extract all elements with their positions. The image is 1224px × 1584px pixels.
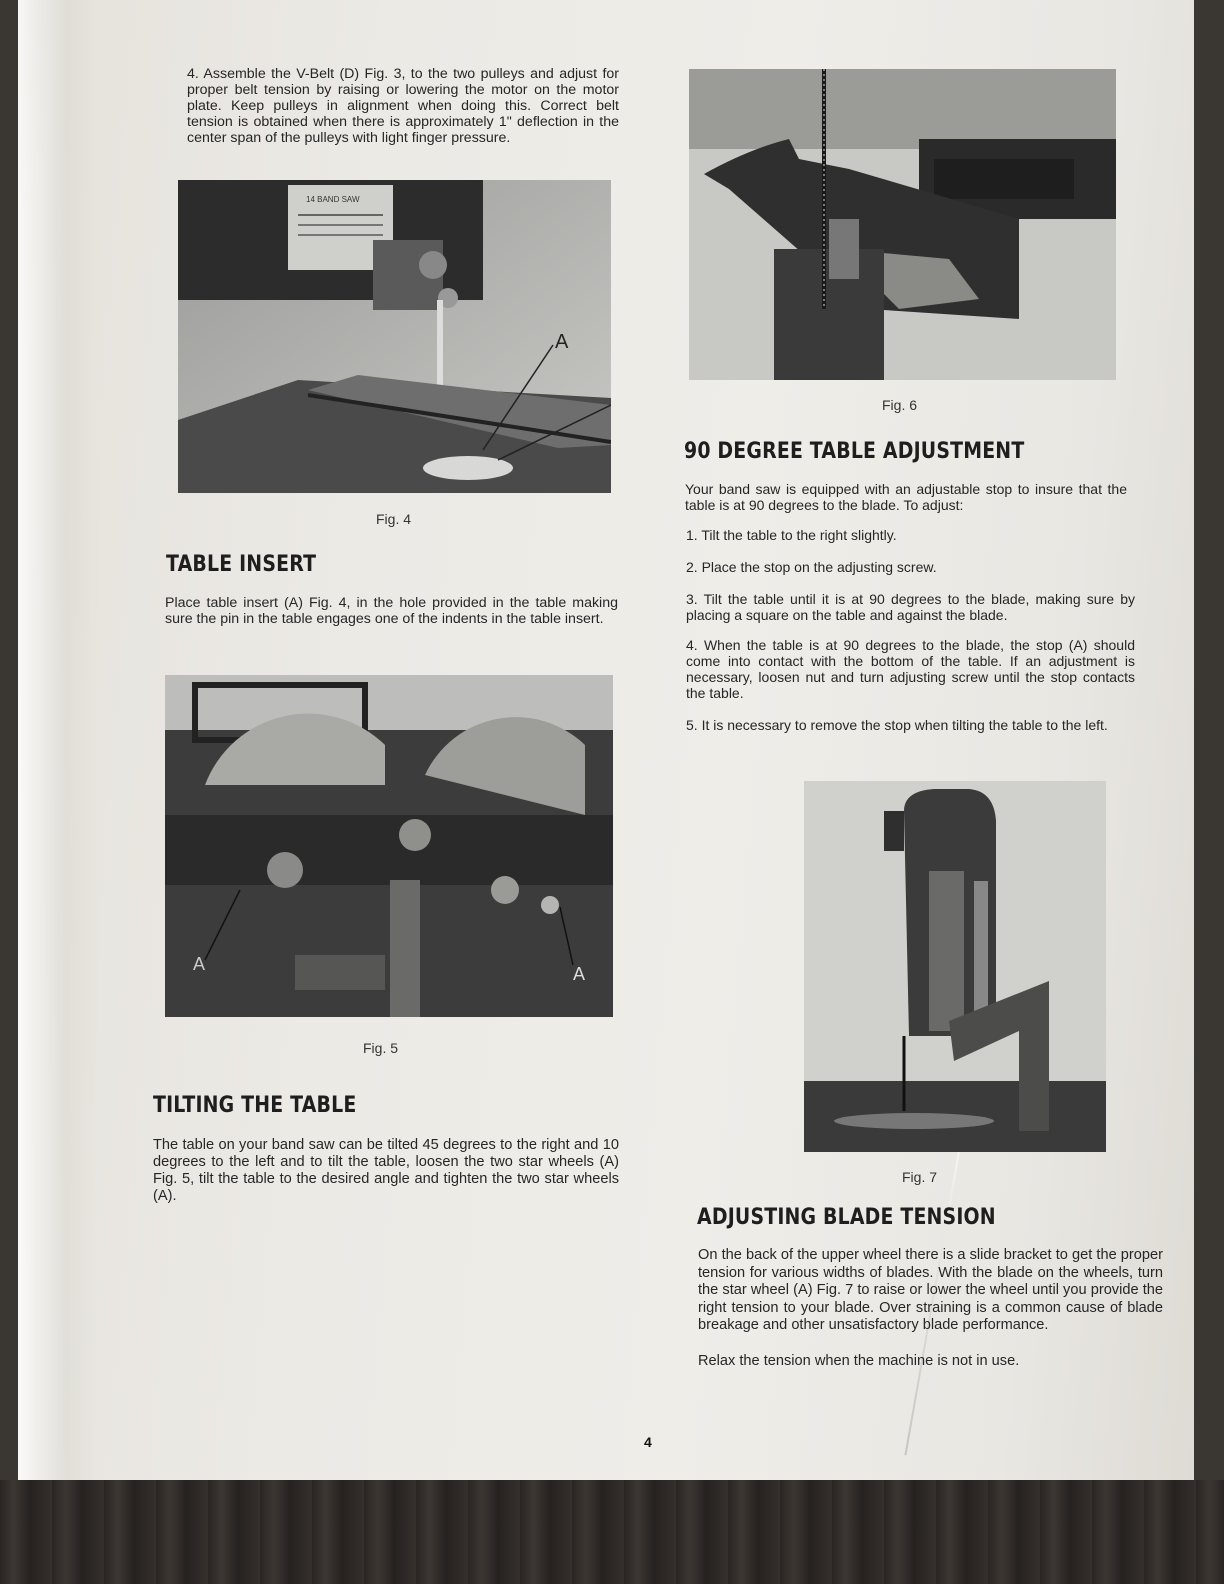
page-number: 4 [644,1434,652,1450]
ninety-degree-intro: Your band saw is equipped with an adjustable stop to insure that the table is at 90 degrees to the blade. To adjust: [685,481,1127,513]
ninety-step-1: 1. Tilt the table to the right slightly. [686,527,897,543]
ninety-degree-steps [686,527,1135,733]
tilting-table-text: The table on your band saw can be tilted 45 degrees to the right and 10 degrees to the left and to tilt the table, loosen the two star wheels (A) Fig. 5, tilt the table to the desired angle and tighten the two star wheels (A). [153,1137,619,1204]
fig-4-plate-text: 14 BAND SAW [306,195,360,204]
fig-7-caption: Fig. 7 [902,1169,938,1185]
blade-tension-relax-text: Relax the tension when the machine is not in use. [698,1353,1020,1369]
fig-5-caption: Fig. 5 [363,1040,399,1056]
ninety-step-5: 5. It is necessary to remove the stop when tilting the table to the left. [686,717,1108,733]
fig-4-illustration [178,180,611,493]
fig-5-illustration [165,675,613,1017]
table-insert-text: Place table insert (A) Fig. 4, in the hole provided in the table making sure the pin in the table engages one of the indents in the table insert. [165,595,618,627]
fig-4-label-a: A [555,331,569,353]
fig-7-illustration [804,781,1106,1152]
fig-5-label-a-left: A [193,954,206,974]
ninety-step-4: 4. When the table is at 90 degrees to the blade, the stop (A) should come into contact with the bottom of the table. If an adjustment is necessary, loosen nut and turn adjusting screw until the stop contacts the table. [686,637,1135,701]
step-4-belt-text: 4. Assemble the V-Belt (D) Fig. 3, to the two pulleys and adjust for proper belt tension by raising or lowering the motor on the motor plate. Keep pulleys in alignment when doing this. Correct belt tension is obtained when there is approximately 1" deflection in the center span of the pulleys with light finger pressure. [187,66,619,146]
blade-tension-text: On the back of the upper wheel there is a slide bracket to get the proper tension for various widths of blades. With the blade on the wheels, turn the star wheel (A) Fig. 7 to raise or lower the wheel until you provide the right tension to your blade. Over straining is a common cause of blade breakage and other unsatisfactory blade performance. [698,1247,1163,1333]
page-edge-shading [18,0,98,1480]
ninety-degree-heading: 90 DEGREE TABLE ADJUSTMENT [684,439,1025,464]
fig-6-illustration [689,69,1116,380]
fig-4-caption: Fig. 4 [376,511,412,527]
table-insert-heading: TABLE INSERT [166,552,317,577]
blade-tension-heading: ADJUSTING BLADE TENSION [697,1205,996,1230]
fig-5-label-a-right: A [573,964,586,984]
tilting-table-heading: TILTING THE TABLE [153,1093,357,1118]
wooden-surface-background [0,1480,1224,1584]
fig-4-photo [178,180,611,493]
fig-6-photo [689,69,1116,380]
fig-6-caption: Fig. 6 [882,397,918,413]
fig-5-photo [165,675,613,1017]
fig-7-photo [804,781,1106,1152]
ninety-step-2: 2. Place the stop on the adjusting screw. [686,559,937,575]
ninety-step-3: 3. Tilt the table until it is at 90 degrees to the blade, making sure by placing a square on the table and against the blade. [686,591,1135,623]
